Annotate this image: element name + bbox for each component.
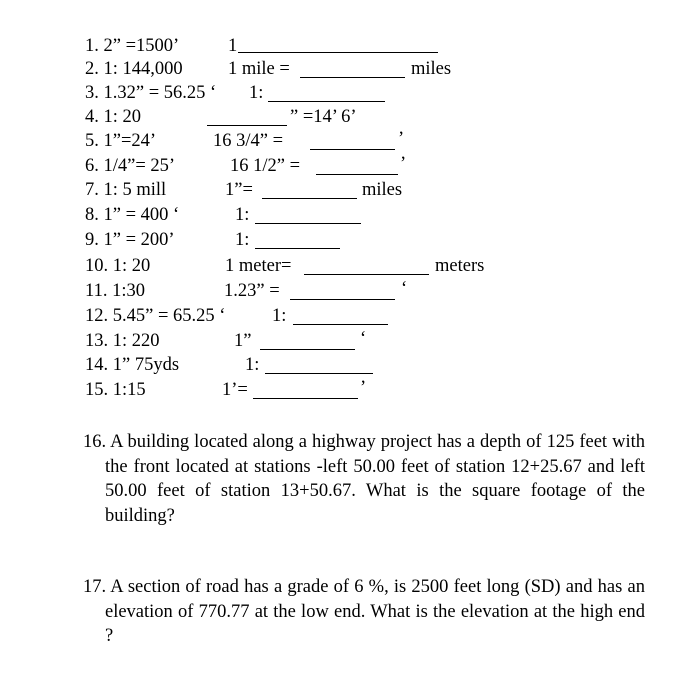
problem-9-prompt: 9. 1” = 200’ <box>85 230 175 250</box>
problem-3-prompt: 3. 1.32” = 56.25 ‘ <box>85 83 217 103</box>
problem-10-unit: meters <box>435 256 485 276</box>
problem-6-given: 16 1/2” = <box>230 156 301 176</box>
problem-11-unit: ‘ <box>401 279 408 299</box>
problem-4-given: ” =14’ 6’ <box>290 107 357 127</box>
problem-9-given: 1: <box>235 230 250 250</box>
problem-14-answer-blank[interactable] <box>265 373 373 374</box>
problem-12-answer-blank[interactable] <box>293 324 388 325</box>
problem-2-answer-blank[interactable] <box>300 77 405 78</box>
problem-5-prompt: 5. 1”=24’ <box>85 131 157 151</box>
problem-15-prompt: 15. 1:15 <box>85 380 146 400</box>
problem-3-answer-blank[interactable] <box>268 101 385 102</box>
problem-15-answer-blank[interactable] <box>253 398 358 399</box>
problem-7-given: 1”= <box>225 180 253 200</box>
problem-8-answer-blank[interactable] <box>255 223 361 224</box>
problem-6-answer-blank[interactable] <box>316 174 398 175</box>
problem-8-prompt: 8. 1” = 400 ‘ <box>85 205 180 225</box>
problem-15-unit: ’ <box>360 378 367 398</box>
problem-14-given: 1: <box>245 355 260 375</box>
problem-2-given: 1 mile = <box>228 59 290 79</box>
word-problem-17: 17. A section of road has a grade of 6 %, is 2500 feet long (SD) and has an elevation of 770.77 at the low end. What is the elevation at the high end ? <box>83 577 645 646</box>
problem-8-given: 1: <box>235 205 250 225</box>
problem-1-answer-blank[interactable] <box>238 52 438 53</box>
problem-11-answer-blank[interactable] <box>290 299 395 300</box>
problem-1-prompt: 1. 2” =1500’ <box>85 36 180 56</box>
problem-7-prompt: 7. 1: 5 mill <box>85 180 167 200</box>
problem-10-given: 1 meter= <box>225 256 292 276</box>
problem-1-given: 1 <box>228 36 238 56</box>
problem-7-answer-blank[interactable] <box>262 198 357 199</box>
problem-4-prompt: 4. 1: 20 <box>85 107 142 127</box>
word-problem-16: 16. A building located along a highway project has a depth of 125 feet with the front located at stations -left 50.00 feet of station 12+25.67 and left 50.00 feet of station 13+50.67. What is the square footage of the building? <box>83 432 645 526</box>
problem-4-answer-blank[interactable] <box>207 125 287 126</box>
problem-10-prompt: 10. 1: 20 <box>85 256 151 276</box>
problem-2-prompt: 2. 1: 144,000 <box>85 59 183 79</box>
problem-5-answer-blank[interactable] <box>310 149 395 150</box>
problem-5-unit: ’ <box>398 129 405 149</box>
problem-13-given: 1” <box>234 331 252 351</box>
problem-9-answer-blank[interactable] <box>255 248 340 249</box>
problem-6-unit: ’ <box>400 154 407 174</box>
problem-11-given: 1.23” = <box>224 281 280 301</box>
problem-3-given: 1: <box>249 83 264 103</box>
problem-15-given: 1’= <box>222 380 248 400</box>
problem-7-unit: miles <box>362 180 403 200</box>
problem-6-prompt: 6. 1/4”= 25’ <box>85 156 176 176</box>
problem-10-answer-blank[interactable] <box>304 274 429 275</box>
problem-13-unit: ‘ <box>360 329 367 349</box>
problem-12-given: 1: <box>272 306 287 326</box>
problem-13-prompt: 13. 1: 220 <box>85 331 160 351</box>
problem-5-given: 16 3/4” = <box>213 131 284 151</box>
problem-12-prompt: 12. 5.45” = 65.25 ‘ <box>85 306 226 326</box>
problem-2-unit: miles <box>411 59 452 79</box>
problem-11-prompt: 11. 1:30 <box>85 281 145 301</box>
problem-13-answer-blank[interactable] <box>260 349 355 350</box>
problem-14-prompt: 14. 1” 75yds <box>85 355 180 375</box>
